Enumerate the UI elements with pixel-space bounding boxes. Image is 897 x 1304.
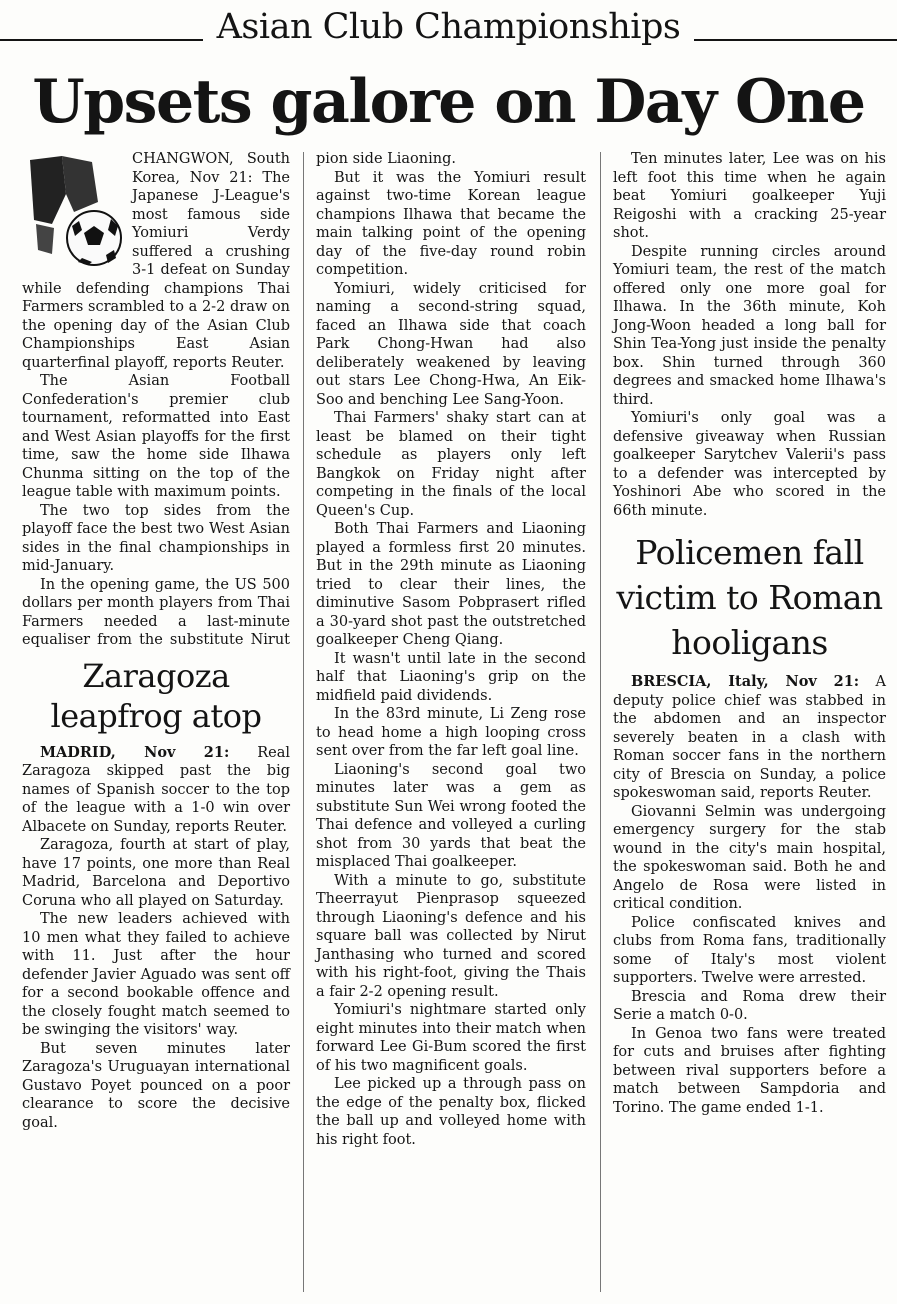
paragraph: Ten minutes later, Lee was on his left foot this time when he again beat Yomiuri goalkeeper Yuji Reigoshi with a cracking 25-year shot.: [613, 151, 886, 241]
paragraph: Yomiuri, widely criticised for naming a second-string squad, faced an Ilhawa side that coach Park Chong-Hwan had also deliberately weakened by leaving out stars Lee Chong-Hwa, An Eik-Soo and benching Lee Sang-Yoon.: [316, 280, 586, 408]
paragraph: The Asian Football Confederation's premier club tournament, reformatted into East and West Asian playoffs for the first time, saw the home side Ilhawa Chunma sitting on the top of the league table with maximum points.: [22, 373, 290, 500]
paragraph: The new leaders achieved with 10 men what they failed to achieve with 11. Just after the hour defender Javier Aguado was sent off for a second bookable offence and the closely fought match seemed to be swinging the visitors' way.: [22, 911, 290, 1038]
paragraph: Brescia and Roma drew their Serie a match 0-0.: [613, 988, 886, 1023]
paragraph: Zaragoza, fourth at start of play, have 17 points, one more than Real Madrid, Barcelona and Deportivo Coruna who all played on Saturday.: [22, 837, 290, 909]
paragraph: It wasn't until late in the second half that Liaoning's grip on the midfield paid dividends.: [316, 650, 586, 704]
lead-text: Real Zaragoza skipped past the big names of Spanish soccer to the top of the league with a 1-0 win over Albacete on Sunday, reports Reuter.: [22, 744, 291, 835]
column-3: [613, 150, 886, 1117]
paragraph: In the opening game, the US 500 dollars per month players from Thai Farmers needed a last-minute equaliser from the substitute Nirut: [22, 576, 290, 648]
lead-text: A deputy police chief was stabbed in the abdomen and an inspector severely beaten in a clash with Roman soccer fans in the northern city of Brescia on Sunday, a police spokeswoman said, reports Reuter.: [613, 674, 886, 801]
paragraph: But it was the Yomiuri result against two-time Korean league champions Ilhawa that became the main talking point of the opening day of the five-day round robin competition.: [316, 169, 586, 278]
paragraph: Police confiscated knives and clubs from Roma fans, traditionally some of Italy's most violent supporters. Twelve were arrested.: [613, 914, 886, 986]
paragraph: CHANGWON, South Korea, Nov 21: The Japanese J-League's most famous side Yomiuri Verdy suffered a crushing 3-1 defeat on Sunday while defending champions Thai Farmers scrambled to a 2-2 draw on the opening day of the Asian Club Championships East Asian quarterfinal playoff, reports Reuter.: [22, 151, 290, 371]
story2-headline: Zaragoza leapfrog atop: [50, 656, 262, 735]
column-divider: [600, 152, 601, 1292]
story2-lead: [22, 744, 290, 837]
soccer-ball-icon: [22, 154, 122, 272]
paragraph: In the 83rd minute, Li Zeng rose to head home a high looping cross sent over from the far left goal line.: [316, 706, 586, 759]
paragraph: Both Thai Farmers and Liaoning played a formless first 20 minutes. But in the 29th minute as Liaoning tried to clear their lines, the diminutive Sasom Pobprasert rifled a 30-yard shot past the outstretched goalkeeper Cheng Qiang.: [316, 521, 586, 648]
column-divider: [303, 152, 304, 1292]
paragraph: Yomiuri's only goal was a defensive giveaway when Russian goalkeeper Sarytchev Valerii's pass to a defender was intercepted by Yoshinori Abe who scored in the 66th minute.: [613, 410, 886, 519]
paragraph: Despite running circles around Yomiuri team, the rest of the match offered only one more goal for Ilhawa. In the 36th minute, Koh Jong-Woon headed a long ball for Shin Tea-Yong just inside the penalty box. Shin turned through 360 degrees and smacked home Ilhawa's third.: [613, 243, 886, 408]
column-2: [316, 150, 586, 1149]
column-1: [22, 150, 290, 1132]
paragraph: In Genoa two fans were treated for cuts and bruises after fighting between rival supporters before a match between Sampdoria and Torino. The game ended 1-1.: [613, 1025, 886, 1116]
kicker: Asian Club Championships: [203, 6, 695, 48]
kicker-banner: [0, 6, 897, 48]
paragraph-continued: pion side Liaoning.: [316, 151, 456, 167]
paragraph: Lee picked up a through pass on the edge of the penalty box, flicked the ball up and volleyed home with his right foot.: [316, 1076, 586, 1148]
paragraph: But seven minutes later Zaragoza's Uruguayan international Gustavo Poyet pounced on a poor clearance to score the decisive goal.: [22, 1040, 290, 1131]
dateline: BRESCIA, Italy, Nov 21:: [631, 673, 860, 690]
paragraph: With a minute to go, substitute Theerrayut Pienprasop squeezed through Liaoning's defence and his square ball was collected by Nirut Janthasing who turned and scored with his right-foot, giving the Thais a fair 2-2 opening result.: [316, 872, 586, 1000]
paragraph: Yomiuri's nightmare started only eight minutes into their match when forward Lee Gi-Bum scored the first of his two magnificent goals.: [316, 1002, 586, 1074]
main-headline: Upsets galore on Day One: [32, 67, 865, 137]
story3-lead: [613, 673, 886, 803]
story3-headline: Policemen fall victim to Roman hooligans: [616, 533, 883, 662]
paragraph: Liaoning's second goal two minutes later was a gem as substitute Sun Wei wrong footed the Thai defence and volleyed a curling shot from 30 yards that beat the misplaced Thai goalkeeper.: [316, 761, 586, 870]
dateline: MADRID, Nov 21:: [40, 743, 230, 761]
paragraph: Thai Farmers' shaky start can at least be blamed on their tight schedule as players only left Bangkok on Friday night after competing in the finals of the local Queen's Cup.: [316, 410, 586, 519]
paragraph: Giovanni Selmin was undergoing emergency surgery for the stab wound in the city's main hospital, the spokeswoman said. Both he and Angelo de Rosa were listed in critical condition.: [613, 803, 886, 912]
paragraph: The two top sides from the playoff face the best two West Asian sides in the final championships in mid-January.: [22, 502, 290, 574]
